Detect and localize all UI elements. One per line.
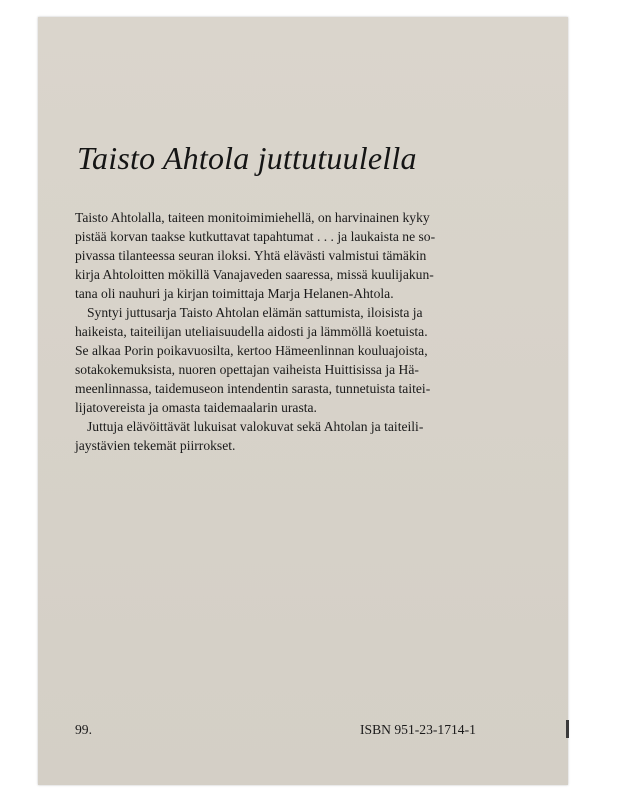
text-line: pistää korvan taakse kutkuttavat tapahtumat . . . ja laukaista ne so- <box>75 229 436 244</box>
text-line: kirja Ahtoloitten mökillä Vanajaveden saaressa, missä kuulijakun- <box>75 267 434 282</box>
text-line: Se alkaa Porin poikavuosilta, kertoo Hämeenlinnan kouluajoista, <box>75 343 428 358</box>
blurb-text <box>75 208 470 455</box>
text-line: Juttuja elävöittävät lukuisat valokuvat sekä Ahtolan ja taiteili- <box>87 419 424 434</box>
text-line: sotakokemuksista, nuoren opettajan vaiheista Huittisissa ja Hä- <box>75 362 419 377</box>
blurb-paragraph-3 <box>75 417 470 455</box>
text-line: tana oli nauhuri ja kirjan toimittaja Marja Helanen-Ahtola. <box>75 286 394 301</box>
text-line: meenlinnassa, taidemuseon intendentin sarasta, tunnetuista taitei- <box>75 381 431 396</box>
blurb-paragraph-2 <box>75 303 470 417</box>
text-line: lijatovereista ja omasta taidemaalarin urasta. <box>75 400 317 415</box>
text-line: pivassa tilanteessa seuran iloksi. Yhtä elävästi valmistui tämäkin <box>75 248 427 263</box>
text-line: haikeista, taiteilijan uteliaisuudella aidosti ja lämmöllä koetuista. <box>75 324 428 339</box>
spine-edge-mark <box>566 720 569 738</box>
isbn: ISBN 951-23-1714-1 <box>360 722 476 737</box>
text-line: Syntyi juttusarja Taisto Ahtolan elämän sattumista, iloisista ja <box>87 305 423 320</box>
text-line: Taisto Ahtolalla, taiteen monitoimimiehellä, on harvinainen kyky <box>75 210 430 225</box>
price-code: 99. <box>75 722 92 737</box>
book-title: Taisto Ahtola juttutuulella <box>77 140 417 176</box>
text-line: jaystävien tekemät piirrokset. <box>75 438 236 453</box>
blurb-paragraph-1 <box>75 208 470 303</box>
